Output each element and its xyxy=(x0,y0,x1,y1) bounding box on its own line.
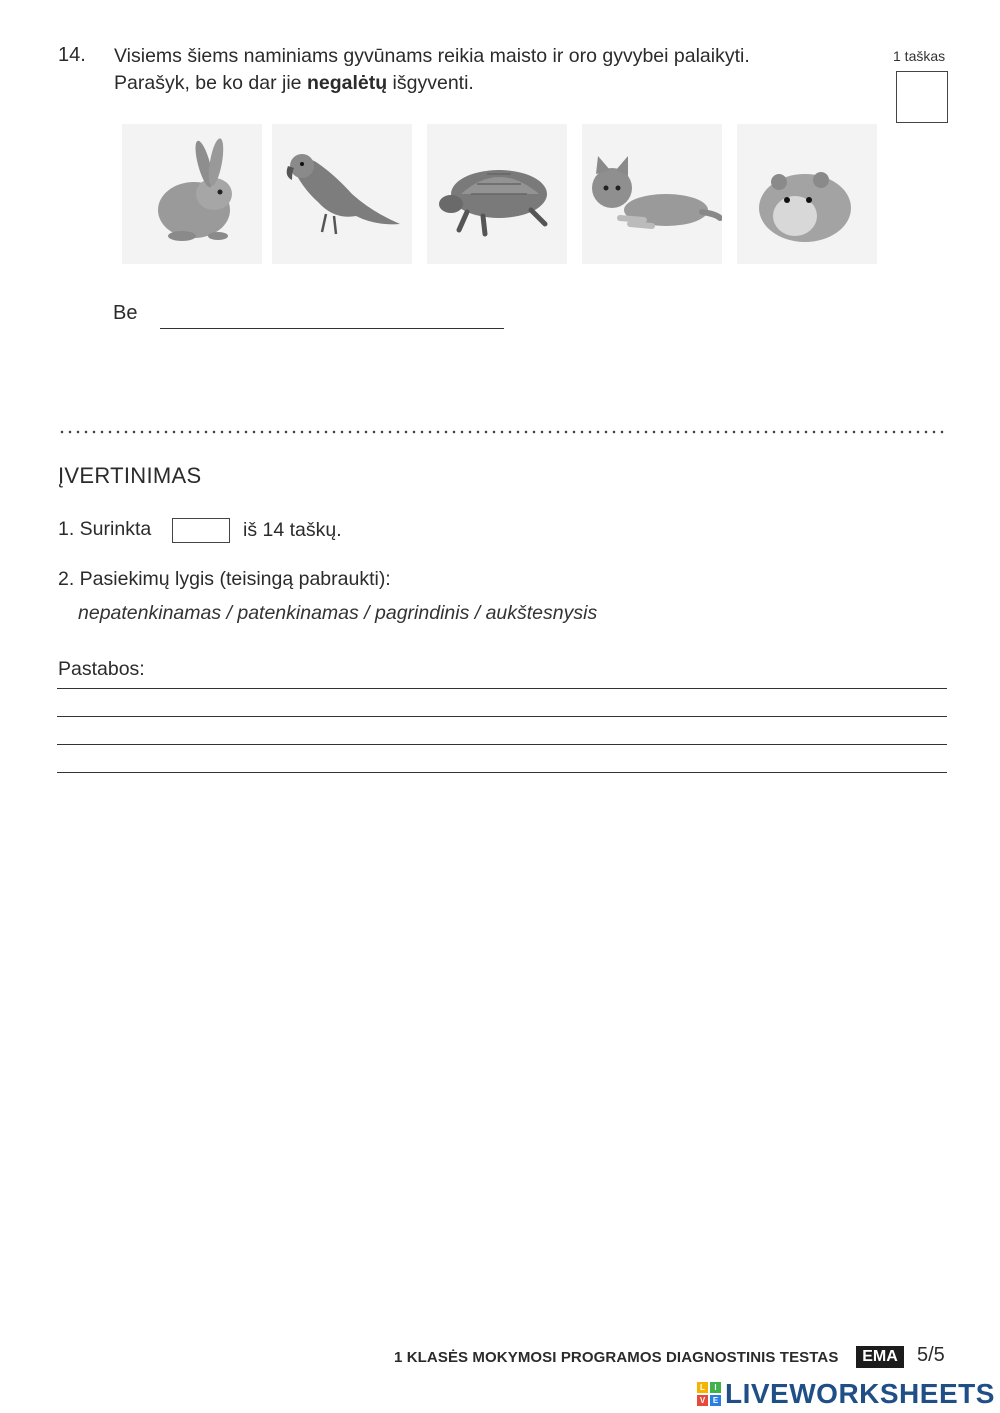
logo-letter-i: I xyxy=(710,1382,721,1393)
score-box[interactable] xyxy=(172,518,230,543)
answer-prefix: Be xyxy=(113,302,138,324)
points-box[interactable] xyxy=(896,71,948,123)
question-number: 14. xyxy=(58,44,86,66)
liveworksheets-icon xyxy=(697,1382,721,1406)
logo-letter-v: V xyxy=(697,1395,708,1406)
score-label: 1. Surinkta xyxy=(58,518,152,540)
logo-letter-e: E xyxy=(710,1395,721,1406)
question-line-1: Visiems šiems naminiams gyvūnams reikia maisto ir oro gyvybei palaikyti. xyxy=(114,45,750,67)
notes-line[interactable] xyxy=(57,744,947,745)
question-line-2 xyxy=(114,70,874,97)
liveworksheets-wordmark: LIVEWORKSHEETS xyxy=(725,1378,995,1409)
points-label: 1 taškas xyxy=(893,48,946,64)
cat-image xyxy=(582,124,722,264)
hamster-image xyxy=(737,124,877,264)
turtle-image xyxy=(427,124,567,264)
notes-line[interactable] xyxy=(57,688,947,689)
score-total: iš 14 taškų. xyxy=(243,519,342,541)
liveworksheets-logo[interactable] xyxy=(697,1377,995,1411)
logo-letter-l: L xyxy=(697,1382,708,1393)
footer-badge: EMA xyxy=(856,1346,904,1368)
question-text xyxy=(114,43,874,97)
dotted-separator xyxy=(58,430,948,434)
parrot-image xyxy=(272,124,412,264)
level-label: 2. Pasiekimų lygis (teisingą pabraukti): xyxy=(58,568,391,590)
question-line-2-end: išgyventi. xyxy=(387,72,474,94)
question-line-2-start: Parašyk, be ko dar jie xyxy=(114,72,307,94)
page-number: 5/5 xyxy=(917,1344,945,1366)
answer-line[interactable] xyxy=(160,328,504,329)
question-emphasis: negalėtų xyxy=(306,72,388,94)
notes-line[interactable] xyxy=(57,772,947,773)
notes-label: Pastabos: xyxy=(58,658,145,680)
notes-line[interactable] xyxy=(57,716,947,717)
level-options[interactable]: nepatenkinamas / patenkinamas / pagrindinis / aukštesnysis xyxy=(78,602,598,624)
evaluation-title: ĮVERTINIMAS xyxy=(58,463,202,488)
rabbit-image xyxy=(122,124,262,264)
footer-test-title: 1 KLASĖS MOKYMOSI PROGRAMOS DIAGNOSTINIS TESTAS xyxy=(394,1349,839,1366)
